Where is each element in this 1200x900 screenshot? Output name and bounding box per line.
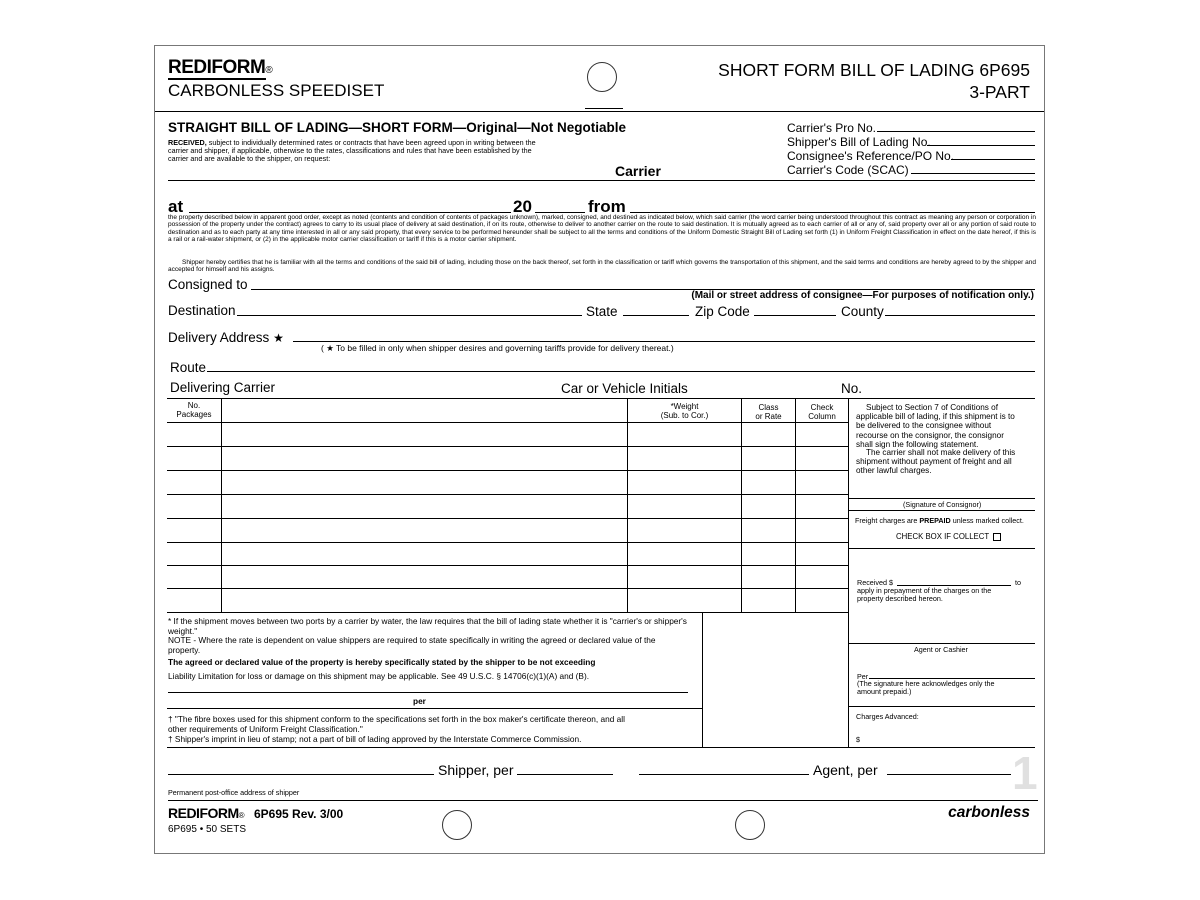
form-title: SHORT FORM BILL OF LADING 6P695 [718,60,1030,80]
page-number-watermark: 1 [1012,747,1038,799]
footer-sets: 6P695 • 50 SETS [168,824,246,835]
year-label: 20 [513,197,532,216]
notes-divider-line [167,708,702,709]
scac-label: Carrier's Code (SCAC) [787,163,909,177]
table-top-line [167,398,1035,399]
col-divider-class [795,398,796,613]
destination-label: Destination [168,303,236,318]
section7-text: Subject to Section 7 of Conditions of applicable bill of lading, if this shipment is to be delivered to the consignee without recourse on the consignor, the consignor shall sign the following statement. [856,403,1015,449]
header-packages-text: No. Packages [176,401,212,419]
table-row[interactable] [167,588,848,589]
table-row[interactable] [167,542,848,543]
col-divider-weight [741,398,742,613]
brand-underline [168,78,266,80]
destination-field[interactable] [237,315,582,316]
header-class-text: Class or Rate [755,403,782,421]
imprint-text: † Shipper's imprint in lieu of stamp; not a part of bill of lading approved by the Interstate Commerce Commission. [168,734,582,744]
liability-text: Liability Limitation for loss or damage on this shipment may be applicable. See 49 U.S.C. § 14706(c)(1)(A) and (B). [168,671,590,681]
signature-consignor-label: (Signature of Consignor) [903,500,982,509]
header-check-text: Check Column [808,403,836,421]
route-field[interactable] [207,371,1035,372]
notes-divider [702,612,703,747]
consigned-to-label: Consigned to [168,277,248,292]
carrier-pro-field[interactable] [877,131,1035,132]
delivering-carrier-label: Delivering Carrier [170,380,276,395]
zip-field[interactable] [754,315,836,316]
charges-advanced-label: Charges Advanced: [856,712,919,721]
brand-logo [168,57,272,79]
shipper-per-label: Shipper, per [438,762,514,778]
shipper-per-field[interactable] [517,774,613,775]
col-divider-check [848,398,849,748]
per-note: (The signature here acknowledges only the amount prepaid.) [857,679,995,696]
punch-hole-bottom-right [735,810,765,840]
brand-name: REDIFORM [168,57,266,78]
form-parts: 3-PART [969,82,1030,102]
scac-field[interactable] [911,173,1035,174]
right-fields-bottom [787,180,1035,181]
agent-cashier-label: Agent or Cashier [914,645,968,654]
from-label: from [588,197,626,216]
form-heading: STRAIGHT BILL OF LADING—SHORT FORM—Original—Not Negotiable [168,120,626,135]
from-field[interactable] [630,212,1035,213]
terms-text: the property described below in apparent good order, except as noted (contents and condition of contents of packages unknown), marked, consigned, and destined as indicated below, which said carrier (the word carrier being understood throughout this contract as meaning any person or corporation in possession of the property under the contract) agrees to carry to its usual place of delivery at said destination, if on its route, otherwise to deliver to another carrier on the route to said destination. It is mutually agreed as to each carrier of all or any of, said property over all or any portion of said route to destination and as to each party at any time interested in all or any said property, that every service to be performed hereunder shall be subject to all the terms and conditions of the Uniform Domestic Straight Bill of Lading set forth (1) in Uniform Freight Classification in effect on the date hereof, if this is a rail or a rail-water shipment, or (2) in the applicable motor carrier classification or tariff if this is a motor carrier shipment. [168,214,1036,244]
footer-brand-name: REDIFORM [168,805,239,821]
col-divider-packages [221,398,222,613]
table-row[interactable] [167,422,848,423]
header-check [796,403,848,421]
freight-prepaid-text [855,516,1024,525]
shipper-bol-field[interactable] [927,145,1035,146]
certify-text: Shipper hereby certifies that he is familiar with all the terms and conditions of the said bill of lading, including those on the back thereof, set forth in the classification or tariff which governs the transportation of this shipment, and the said terms and conditions are hereby agreed to by the shipper and accepted for himself and his assigns. [168,259,1036,274]
side-divider-1 [849,510,1035,511]
note-text: NOTE - Where the rate is dependent on value shippers are required to state specifically in writing the agreed or declared value of the property. [168,635,656,655]
carbonless-label: carbonless [948,804,1030,821]
freight-suffix: unless marked collect. [950,516,1024,525]
col-divider-desc [627,398,628,613]
brand-subtitle: CARBONLESS SPEEDISET [168,81,385,100]
state-label: State [586,304,618,319]
freight-prefix: Freight charges are [855,516,920,525]
route-label: Route [170,360,207,375]
star-icon: ★ [273,331,284,345]
signature-consignor-line[interactable] [849,498,1035,499]
water-note: * If the shipment moves between two ports by a carrier by water, the law requires that the bill of lading state whether it is "carrier's or shipper's weight." [168,616,687,636]
permanent-address-label: Permanent post-office address of shipper [168,788,300,797]
fibre-text: † "The fibre boxes used for this shipment conform to the specifications set forth in the box maker's certificate thereon, and all other requirements of Uniform Freight Classification." [168,714,625,734]
table-row[interactable] [167,470,848,471]
zip-label: Zip Code [695,304,750,319]
vehicle-no-label: No. [841,381,863,396]
year-field[interactable] [535,212,585,213]
declared-value-line[interactable] [168,692,688,693]
collect-checkbox[interactable] [993,533,1001,541]
car-initials-label: Car or Vehicle Initials [561,381,688,396]
notes-bottom-line [167,747,702,748]
footer-brand [168,805,244,821]
received-dollar-label: Received $ [857,578,893,587]
punch-hole-top [587,62,617,92]
received-to-label: to [1015,578,1021,587]
mail-note: (Mail or street address of consignee—For purposes of notification only.) [691,290,1034,301]
carrier-pro-label: Carrier's Pro No. [787,121,876,135]
table-row-bottom [167,612,848,613]
table-row[interactable] [167,518,848,519]
county-field[interactable] [885,315,1035,316]
per-label-value: per [413,696,426,706]
table-row[interactable] [167,446,848,447]
state-field[interactable] [623,315,689,316]
at-label: at [168,197,184,216]
agreed-value-text: The agreed or declared value of the property is hereby specifically stated by the shipper to be not exceeding [168,657,596,667]
no-delivery-text: The carrier shall not make delivery of this shipment without payment of freight and all other lawful charges. [856,448,1016,476]
footer-reg-mark: ® [238,811,245,820]
table-row[interactable] [167,565,848,566]
delivery-address-label [168,330,284,345]
permanent-address-line[interactable] [168,800,1038,801]
header-packages [167,401,221,419]
side-bottom-line [702,747,1035,748]
per-label-side: Per [857,672,869,681]
header-weight-text: *Weight (Sub. to Cor.) [660,402,709,420]
charges-dollar-label: $ [856,735,860,744]
freight-prepaid: PREPAID [919,516,951,525]
bill-of-lading-form [154,45,1045,854]
shipper-signature-line[interactable] [168,774,434,775]
delivery-address-text: Delivery Address [168,330,270,345]
brand-reg-mark: ® [265,65,273,76]
agent-per-field[interactable] [887,774,1011,775]
agent-cashier-line[interactable] [849,643,1035,644]
header-class [742,403,795,421]
received-clause [168,139,548,163]
table-row[interactable] [167,494,848,495]
delivery-note: ( ★ To be filled in only when shipper desires and governing tariffs provide for delivery thereat.) [321,343,674,353]
header-weight [628,402,741,420]
prepayment-text: apply in prepayment of the charges on the property described hereon. [857,586,992,603]
punch-hole-bottom-left [442,810,472,840]
county-label: County [841,304,884,319]
header-divider [155,111,1044,112]
check-collect [896,532,1001,541]
consignee-ref-field[interactable] [951,159,1035,160]
side-divider-2 [849,548,1035,549]
delivery-address-field[interactable] [293,341,1035,342]
received-label: RECEIVED, [168,138,207,147]
check-collect-label: CHECK BOX IF COLLECT [896,532,990,541]
received-text: subject to individually determined rates or contracts that have been agreed upon in writing between the carrier and shipper, if applicable, otherwise to the rates, classifications and rules that have been established by the carrier and are available to the shipper, on request: [168,138,536,163]
hole-mark-line [585,108,623,109]
side-divider-3 [849,706,1035,707]
carrier-label: Carrier [615,163,661,179]
agent-signature-line[interactable] [639,774,809,775]
footer-code: 6P695 Rev. 3/00 [254,807,344,821]
consignee-ref-label: Consignee's Reference/PO No. [787,149,955,163]
at-field[interactable] [189,212,511,213]
agent-per-label: Agent, per [813,762,878,778]
carrier-line[interactable] [168,180,788,181]
shipper-bol-label: Shipper's Bill of Lading No. [787,135,931,149]
